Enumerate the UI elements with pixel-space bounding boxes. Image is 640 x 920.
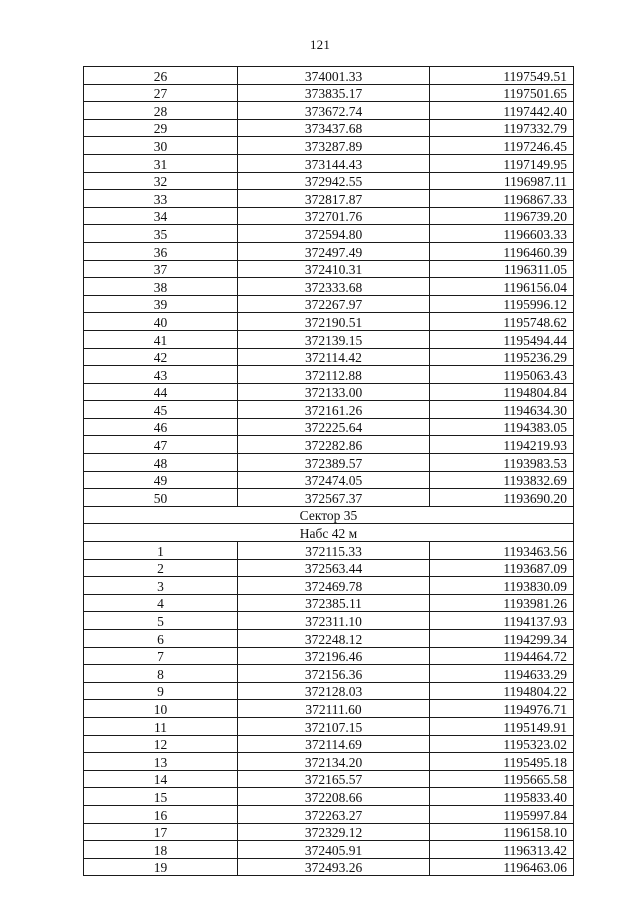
point-number: 50 (84, 489, 238, 507)
table-row (84, 805, 574, 823)
section-subtitle-row (84, 524, 574, 542)
y-coordinate: 1194976.71 (430, 700, 574, 718)
table-row (84, 225, 574, 243)
point-number: 42 (84, 348, 238, 366)
point-number: 35 (84, 225, 238, 243)
y-coordinate: 1195149.91 (430, 717, 574, 735)
x-coordinate: 372567.37 (238, 489, 430, 507)
y-coordinate: 1196311.05 (430, 260, 574, 278)
x-coordinate: 372112.88 (238, 366, 430, 384)
section-title: Сектор 35 (84, 506, 574, 524)
table-row (84, 295, 574, 313)
y-coordinate: 1193981.26 (430, 594, 574, 612)
y-coordinate: 1196739.20 (430, 207, 574, 225)
table-row (84, 313, 574, 331)
sector-34-rows (84, 67, 574, 507)
y-coordinate: 1196313.42 (430, 841, 574, 859)
table-row (84, 630, 574, 648)
table-row (84, 647, 574, 665)
point-number: 31 (84, 154, 238, 172)
table-row (84, 770, 574, 788)
point-number: 40 (84, 313, 238, 331)
point-number: 7 (84, 647, 238, 665)
x-coordinate: 372385.11 (238, 594, 430, 612)
x-coordinate: 372107.15 (238, 717, 430, 735)
y-coordinate: 1195063.43 (430, 366, 574, 384)
point-number: 43 (84, 366, 238, 384)
section-subtitle: Набс 42 м (84, 524, 574, 542)
table-row (84, 348, 574, 366)
x-coordinate: 372134.20 (238, 753, 430, 771)
point-number: 8 (84, 665, 238, 683)
table-row (84, 542, 574, 560)
x-coordinate: 372190.51 (238, 313, 430, 331)
x-coordinate: 372139.15 (238, 330, 430, 348)
y-coordinate: 1194633.29 (430, 665, 574, 683)
y-coordinate: 1195997.84 (430, 805, 574, 823)
y-coordinate: 1195495.18 (430, 753, 574, 771)
point-number: 6 (84, 630, 238, 648)
x-coordinate: 372133.00 (238, 383, 430, 401)
y-coordinate: 1196156.04 (430, 278, 574, 296)
table-row (84, 454, 574, 472)
y-coordinate: 1195748.62 (430, 313, 574, 331)
point-number: 17 (84, 823, 238, 841)
table-row (84, 717, 574, 735)
table-row (84, 383, 574, 401)
x-coordinate: 372389.57 (238, 454, 430, 472)
point-number: 15 (84, 788, 238, 806)
table-row (84, 418, 574, 436)
y-coordinate: 1196987.11 (430, 172, 574, 190)
y-coordinate: 1196158.10 (430, 823, 574, 841)
table-row (84, 84, 574, 102)
y-coordinate: 1195236.29 (430, 348, 574, 366)
table-row (84, 119, 574, 137)
x-coordinate: 372474.05 (238, 471, 430, 489)
table-row (84, 788, 574, 806)
x-coordinate: 372701.76 (238, 207, 430, 225)
sector-35-rows (84, 542, 574, 876)
table-row (84, 278, 574, 296)
y-coordinate: 1195323.02 (430, 735, 574, 753)
point-number: 49 (84, 471, 238, 489)
table-row (84, 594, 574, 612)
section-title-row (84, 506, 574, 524)
point-number: 34 (84, 207, 238, 225)
y-coordinate: 1197246.45 (430, 137, 574, 155)
y-coordinate: 1195494.44 (430, 330, 574, 348)
y-coordinate: 1194634.30 (430, 401, 574, 419)
table-row (84, 753, 574, 771)
point-number: 45 (84, 401, 238, 419)
y-coordinate: 1197149.95 (430, 154, 574, 172)
table-row (84, 823, 574, 841)
point-number: 41 (84, 330, 238, 348)
x-coordinate: 372410.31 (238, 260, 430, 278)
table-row (84, 207, 574, 225)
x-coordinate: 374001.33 (238, 67, 430, 85)
table-row (84, 700, 574, 718)
table-row (84, 154, 574, 172)
table-row (84, 67, 574, 85)
y-coordinate: 1195996.12 (430, 295, 574, 313)
point-number: 39 (84, 295, 238, 313)
point-number: 9 (84, 682, 238, 700)
y-coordinate: 1194464.72 (430, 647, 574, 665)
x-coordinate: 372165.57 (238, 770, 430, 788)
x-coordinate: 373437.68 (238, 119, 430, 137)
point-number: 13 (84, 753, 238, 771)
point-number: 1 (84, 542, 238, 560)
y-coordinate: 1194804.84 (430, 383, 574, 401)
table-row (84, 242, 574, 260)
point-number: 30 (84, 137, 238, 155)
table-row (84, 137, 574, 155)
x-coordinate: 373287.89 (238, 137, 430, 155)
point-number: 27 (84, 84, 238, 102)
y-coordinate: 1196460.39 (430, 242, 574, 260)
table-row (84, 172, 574, 190)
x-coordinate: 372282.86 (238, 436, 430, 454)
x-coordinate: 373672.74 (238, 102, 430, 120)
point-number: 14 (84, 770, 238, 788)
table-row (84, 330, 574, 348)
x-coordinate: 373144.43 (238, 154, 430, 172)
table-row (84, 190, 574, 208)
x-coordinate: 372248.12 (238, 630, 430, 648)
y-coordinate: 1196463.06 (430, 858, 574, 876)
x-coordinate: 372594.80 (238, 225, 430, 243)
point-number: 38 (84, 278, 238, 296)
table-row (84, 401, 574, 419)
point-number: 33 (84, 190, 238, 208)
x-coordinate: 372156.36 (238, 665, 430, 683)
y-coordinate: 1196603.33 (430, 225, 574, 243)
y-coordinate: 1197442.40 (430, 102, 574, 120)
y-coordinate: 1197332.79 (430, 119, 574, 137)
point-number: 44 (84, 383, 238, 401)
table-row (84, 665, 574, 683)
x-coordinate: 372942.55 (238, 172, 430, 190)
sector-header (84, 506, 574, 541)
x-coordinate: 372114.69 (238, 735, 430, 753)
table-row (84, 366, 574, 384)
x-coordinate: 372161.26 (238, 401, 430, 419)
y-coordinate: 1193983.53 (430, 454, 574, 472)
point-number: 37 (84, 260, 238, 278)
point-number: 16 (84, 805, 238, 823)
x-coordinate: 372333.68 (238, 278, 430, 296)
point-number: 18 (84, 841, 238, 859)
x-coordinate: 372267.97 (238, 295, 430, 313)
y-coordinate: 1194299.34 (430, 630, 574, 648)
point-number: 4 (84, 594, 238, 612)
x-coordinate: 372196.46 (238, 647, 430, 665)
y-coordinate: 1193830.09 (430, 577, 574, 595)
table-row (84, 471, 574, 489)
table-row (84, 559, 574, 577)
x-coordinate: 372115.33 (238, 542, 430, 560)
x-coordinate: 372497.49 (238, 242, 430, 260)
page-number: 121 (309, 37, 331, 52)
y-coordinate: 1194383.05 (430, 418, 574, 436)
point-number: 46 (84, 418, 238, 436)
y-coordinate: 1194804.22 (430, 682, 574, 700)
table-row (84, 841, 574, 859)
x-coordinate: 372114.42 (238, 348, 430, 366)
y-coordinate: 1193687.09 (430, 559, 574, 577)
table-row (84, 612, 574, 630)
y-coordinate: 1196867.33 (430, 190, 574, 208)
x-coordinate: 372329.12 (238, 823, 430, 841)
point-number: 26 (84, 67, 238, 85)
y-coordinate: 1197549.51 (430, 67, 574, 85)
point-number: 32 (84, 172, 238, 190)
x-coordinate: 372817.87 (238, 190, 430, 208)
table-row (84, 260, 574, 278)
y-coordinate: 1193690.20 (430, 489, 574, 507)
point-number: 3 (84, 577, 238, 595)
point-number: 28 (84, 102, 238, 120)
y-coordinate: 1193463.56 (430, 542, 574, 560)
y-coordinate: 1193832.69 (430, 471, 574, 489)
x-coordinate: 372111.60 (238, 700, 430, 718)
point-number: 19 (84, 858, 238, 876)
point-number: 36 (84, 242, 238, 260)
table-row (84, 735, 574, 753)
point-number: 5 (84, 612, 238, 630)
point-number: 11 (84, 717, 238, 735)
x-coordinate: 372469.78 (238, 577, 430, 595)
x-coordinate: 373835.17 (238, 84, 430, 102)
x-coordinate: 372563.44 (238, 559, 430, 577)
y-coordinate: 1195833.40 (430, 788, 574, 806)
x-coordinate: 372263.27 (238, 805, 430, 823)
point-number: 47 (84, 436, 238, 454)
x-coordinate: 372128.03 (238, 682, 430, 700)
table-row (84, 489, 574, 507)
y-coordinate: 1197501.65 (430, 84, 574, 102)
point-number: 29 (84, 119, 238, 137)
coordinates-table (83, 66, 574, 876)
x-coordinate: 372208.66 (238, 788, 430, 806)
x-coordinate: 372405.91 (238, 841, 430, 859)
table-row (84, 682, 574, 700)
y-coordinate: 1195665.58 (430, 770, 574, 788)
point-number: 48 (84, 454, 238, 472)
x-coordinate: 372311.10 (238, 612, 430, 630)
point-number: 10 (84, 700, 238, 718)
table-row (84, 436, 574, 454)
y-coordinate: 1194137.93 (430, 612, 574, 630)
y-coordinate: 1194219.93 (430, 436, 574, 454)
point-number: 2 (84, 559, 238, 577)
table-row (84, 102, 574, 120)
table-row (84, 858, 574, 876)
x-coordinate: 372225.64 (238, 418, 430, 436)
table-row (84, 577, 574, 595)
point-number: 12 (84, 735, 238, 753)
x-coordinate: 372493.26 (238, 858, 430, 876)
